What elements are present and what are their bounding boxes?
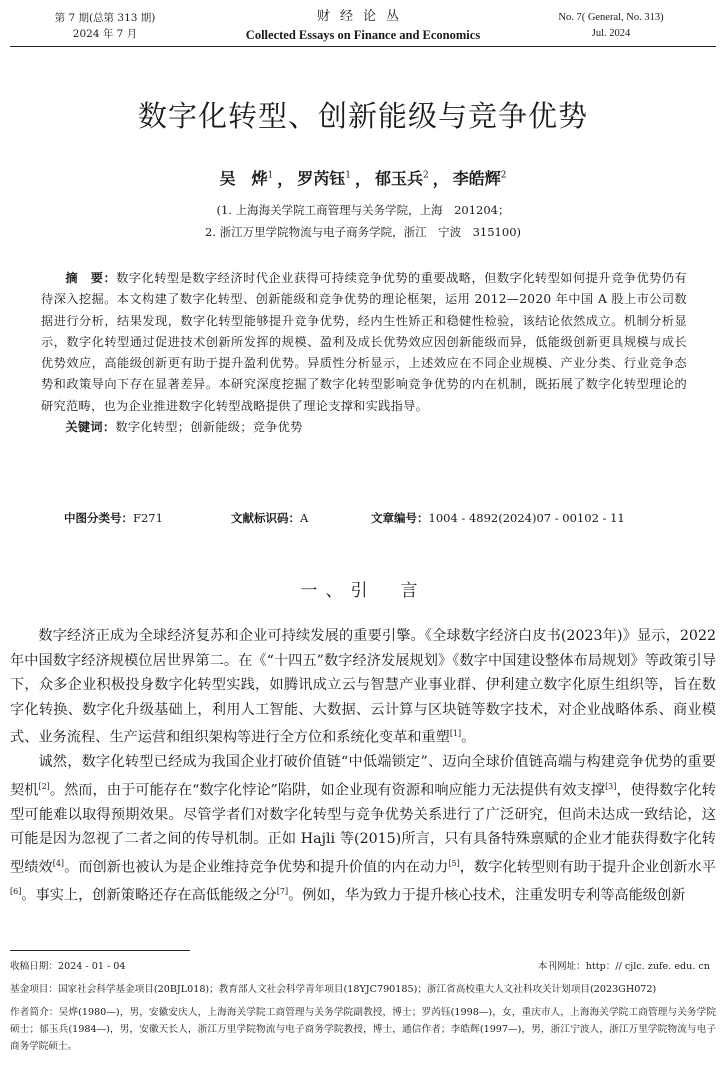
author: 郁玉兵$^2$ [375,169,429,189]
date-en: Jul. 2024 [591,28,631,39]
article-number: 文章编号：1004 - 4892(2024)07 - 00102 - 11 [371,511,625,525]
body-text [10,624,716,908]
section-heading-introduction: 一、引 言 [300,581,426,601]
affiliations [0,199,726,243]
header-center [200,8,526,44]
text-run: 。 [461,729,476,746]
keywords-value: 数字化转型；创新能级；竞争优势 [115,420,303,435]
paper-title: 数字化转型、创新能级与竞争优势 [137,99,588,133]
text-run: 诚然，数字化转型已经成为我国企业打破价值链“中低端锁定”、迈向全球价值链高端与构建竞争优势的重要契机 [10,754,716,799]
citation-ref: [4] [52,858,65,868]
text-run: 。事实上，创新策略还存在高低能级之分 [21,887,277,904]
issue-en: No. 7( General, No. 313) [558,12,664,23]
citation-ref: [1] [449,729,462,738]
paragraph [10,624,716,750]
text-run: ，使得数字化转型可能难以取得预期效果。尽管学者们对数字化转型与竞争优势关系进行了广泛研究，但尚未达成一致结论，这可能是因为忽视了二者之间的传导机制。正如 Hajli 等(2015)所言，只有具备特殊禀赋的企业才能获得数字化转型绩效 [10,782,716,876]
author: 罗芮钰$^1$ [297,169,351,189]
header-rule [10,46,716,47]
abstract [41,268,687,438]
fund-note: 基金项目：国家社会科学基金项目(20BJL018)；教育部人文社会科学青年项目(18YJC790185)；浙江省高校重大人文社科攻关计划项目(2023GH072) [10,984,657,995]
author-list: 吴 烨$^1$ ， 罗芮钰$^1$ ， 郁玉兵$^2$ ， 李皓辉$^2$ [219,169,507,189]
author-bio: 作者简介：吴烨(1980—)，男，安徽安庆人，上海海关学院工商管理与关务学院副教授，博士；罗芮钰(1998—)，女，重庆市人，上海海关学院工商管理与关务学院硕士；郁玉兵(1984—)，男，安徽天长人，浙江万里学院物流与电子商务学院教授，博士，通信作者；李皓辉(1997—)，男，浙江宁波人，浙江万里学院物流与电子商务学院硕士。 [10,1007,716,1052]
paragraph [10,750,716,908]
journal-name-en: Collected Essays on Finance and Economics [245,28,481,42]
author: 吴 烨$^1$ [219,169,274,189]
keywords-label: 关键词： [65,420,116,435]
clc-number: 中图分类号：F271 [64,511,163,525]
document-code: 文献标识码：A [231,511,309,525]
text-run: ，数字化转型则有助于提升企业创新水平 [459,859,716,876]
journal-website: 本刊网址：http：// cjlc. zufe. edu. cn [537,961,710,972]
text-run: 。然而，由于可能存在“数字化悖论”陷阱，如企业现有资源和响应能力无法提供有效支撑 [49,782,606,799]
citation-ref: [3] [605,781,617,791]
affiliation-line: (1. 上海海关学院工商管理与关务学院，上海 201204； [216,203,510,217]
text-run: 。例如，华为致力于提升核心技术，注重发明专利等高能级创新 [288,887,686,904]
text-run: 数字经济正成为全球经济复苏和企业可持续发展的重要引擎。《全球数字经济白皮书(2023年)》显示，2022 年中国数字经济规模位居世界第二。在《“十四五”数字经济发展规划》《数字中国建设整体布局规划》等政策引导下，众多企业积极投身数字化转型实践，如腾讯成立云与智慧产业事业群、伊利建立数字化原生组织等，旨在数字化转换、数字化升级基础上，利用人工智能、大数据、云计算与区块链等数字技术，对企业战略体系、商业模式、业务流程、生产运营和组织架构等进行全方位和系统化变革和重塑 [10,628,716,746]
journal-name-cn: 财经论丛 [316,9,409,24]
citation-ref: [6] [10,887,22,897]
keywords [41,417,687,438]
citation-ref: [2] [38,781,50,791]
date-cn: 2024 年 7 月 [72,28,138,40]
issue-cn: 第 7 期(总第 313 期) [54,12,156,24]
text-run: 。而创新也被认为是企业维持竞争优势和提升价值的内在动力 [64,859,449,876]
header-left [30,10,180,42]
received-date: 收稿日期：2024 - 01 - 04 [10,961,126,972]
affiliation-line: 2. 浙江万里学院物流与电子商务学院，浙江 宁波 315100) [204,225,521,239]
citation-ref: [5] [448,858,460,868]
abstract-label: 摘 要： [65,271,117,285]
received-date-row [10,958,716,975]
running-header [0,8,726,48]
footnotes [10,958,716,1055]
citation-ref: [7] [276,887,289,897]
header-right [526,10,696,42]
abstract-body: 数字化转型是数字经济时代企业获得可持续竞争优势的重要战略，但数字化转型如何提升竞争优势仍有待深入挖掘。本文构建了数字化转型、创新能级和竞争优势的理论框架，运用 2012—2020 年中国 A 股上市公司数据进行分析，结果发现，数字化转型能够提升竞争优势，经内生性矫正和稳健性检验，该结论依然成立。机制分析显示，数字化转型通过促进技术创新所发挥的规模、盈利及成长优势效应因创新能级而异，低能级创新更具规模与成长优势效应，高能级创新更有助于提升盈利优势。异质性分析显示，上述效应在不同企业规模、产业分类、行业竞争态势和政策导向下存在显著差异。本研究深度挖掘了数字化转型影响竞争优势的内在机制，既拓展了数字化转型理论的研究范畴，也为企业推进数字化转型战略提供了理论支撑和实践指导。 [41,271,688,413]
footnote-rule [10,950,190,951]
abstract-text [41,268,687,417]
author: 李皓辉$^2$ [452,169,507,189]
